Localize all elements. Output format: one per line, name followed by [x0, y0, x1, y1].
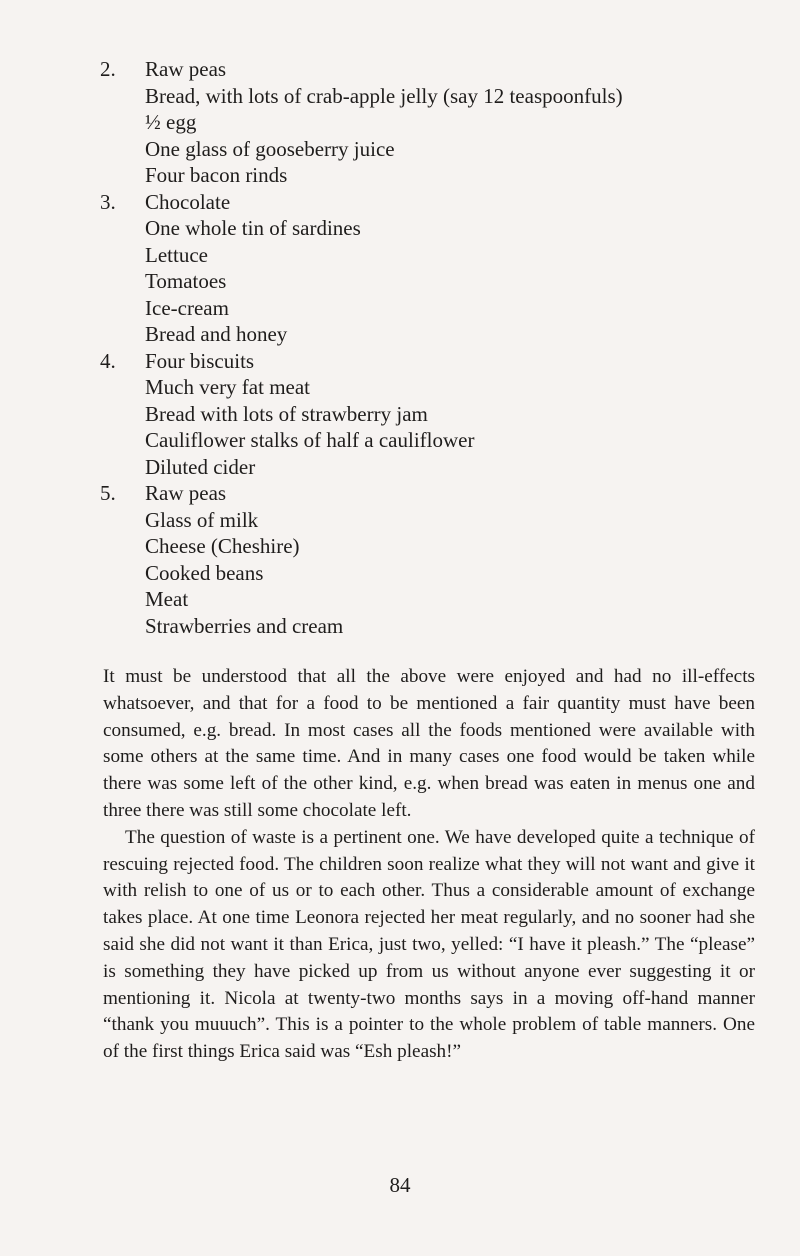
menu-item: Much very fat meat	[145, 375, 311, 399]
menu-3	[100, 189, 760, 348]
menu-2	[100, 56, 760, 189]
menu-list	[100, 56, 760, 639]
menu-item: Chocolate	[145, 189, 231, 214]
menu-item: Four biscuits	[145, 348, 255, 373]
menu-item: Ice-cream	[145, 295, 229, 320]
menu-item: Four bacon rinds	[145, 163, 288, 187]
menu-number: 5.	[100, 481, 116, 505]
menu-item: Tomatoes	[145, 269, 227, 293]
menu-item: Meat	[145, 587, 189, 611]
menu-4	[100, 348, 760, 481]
menu-item: Diluted cider	[145, 454, 256, 479]
paragraph: The question of waste is a pertinent one. We have developed quite a technique of rescuing rejected food. The children soon realize what they will not want and give it with relish to one of us or to each other. Thus a considerable amount of exchange takes place. At one time Leonora rejected her meat regularly, and no sooner had she said she did not want it than Erica, just two, yelled: “I have it pleash.” The “please” is something they have picked up from us without anyone ever suggesting it or mentioning it. Nicola at twenty-two months says in a moving off-hand manner “thank you muuuch”. This is a pointer to the whole problem of table manners. One of the first things Erica said was “Esh pleash!”	[103, 826, 755, 1063]
page-number: 84	[389, 1173, 411, 1197]
menu-number: 3.	[100, 189, 116, 214]
menu-item: One glass of gooseberry juice	[145, 136, 395, 161]
menu-number: 2.	[100, 57, 116, 81]
menu-item: Bread, with lots of crab-apple jelly (say 12 teaspoonfuls)	[145, 83, 623, 108]
menu-item: Cheese (Cheshire)	[145, 534, 300, 558]
menu-item: Lettuce	[145, 242, 208, 267]
menu-item: Cauliflower stalks of half a cauliflower	[145, 428, 475, 452]
menu-number: 4.	[100, 348, 116, 373]
paragraph: It must be understood that all the above were enjoyed and had no ill-effects whatsoever, and that for a food to be mentioned a fair quantity must have been consumed, e.g. bread. In most cases all the foods mentioned were available with some others at the same time. And in many cases one food would be taken while there was some left of the other kind, e.g. when bread was eaten in menus one and three there was still some chocolate left.	[103, 666, 755, 821]
menu-item: Cooked beans	[145, 560, 264, 585]
menu-item: Raw peas	[145, 57, 227, 81]
menu-item: Bread with lots of strawberry jam	[145, 401, 428, 426]
menu-item: Raw peas	[145, 481, 227, 505]
menu-5	[100, 480, 760, 639]
body-text	[103, 664, 755, 1066]
menu-item: Glass of milk	[145, 507, 259, 532]
menu-item: ½ egg	[145, 110, 197, 134]
menu-item: One whole tin of sardines	[145, 216, 361, 240]
menu-item: Strawberries and cream	[145, 613, 344, 638]
menu-item: Bread and honey	[145, 322, 288, 346]
